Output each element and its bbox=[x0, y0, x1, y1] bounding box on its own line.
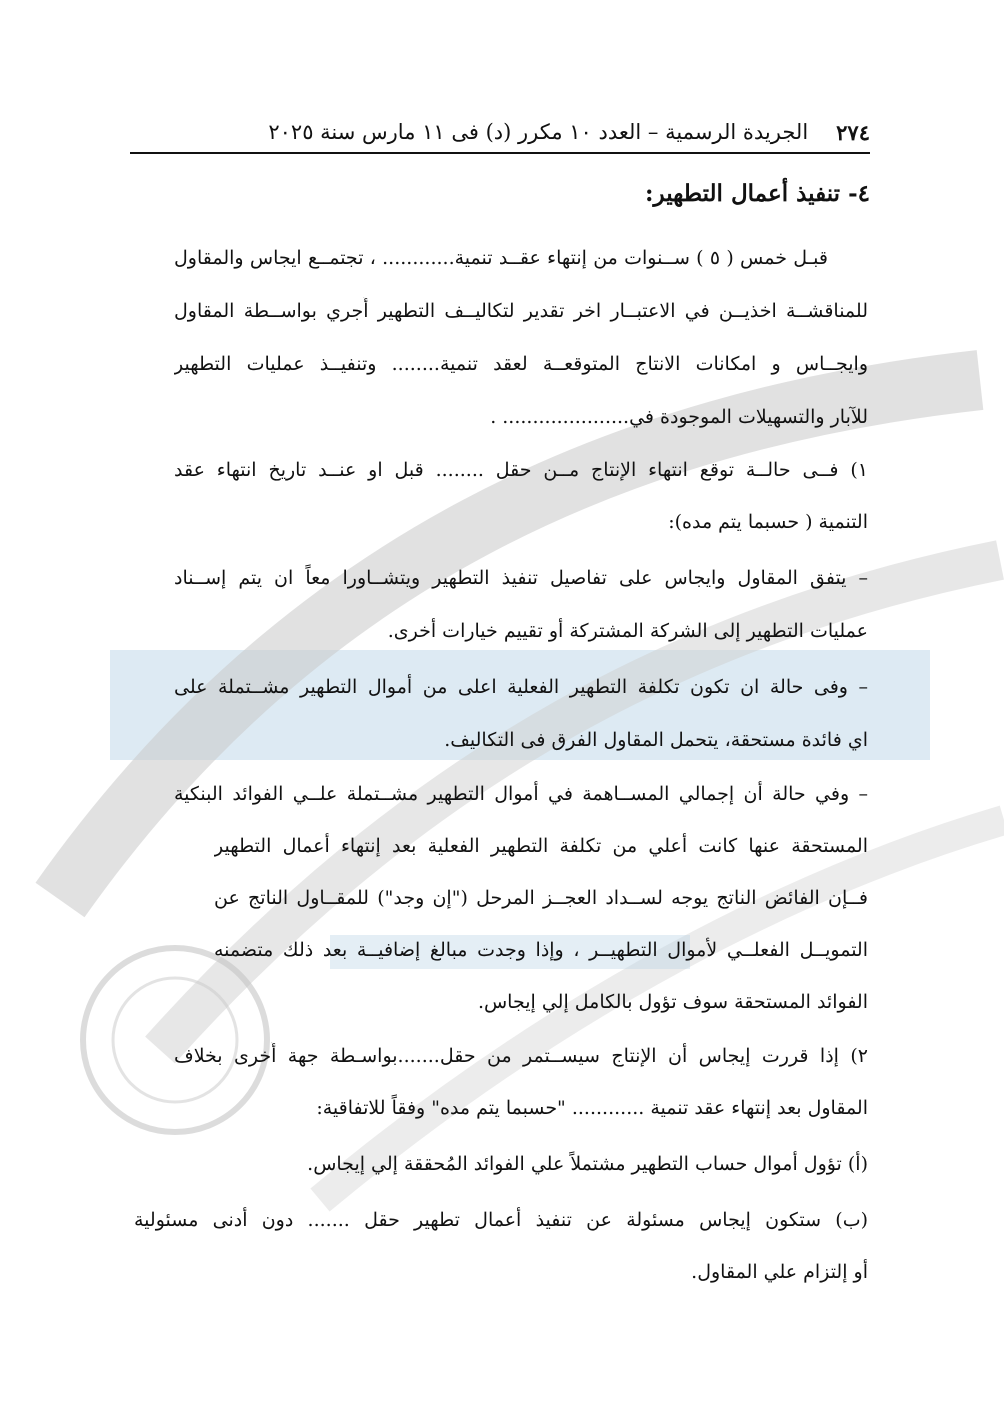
section-heading: ٤- تنفيذ أعمال التطهير: bbox=[645, 180, 870, 207]
bullet-line: – وفى حالة ان تكون تكلفة التطهير الفعلية اعلى من أموال التطهير مشــتملة على bbox=[174, 676, 868, 698]
bullet-line: – وفي حالة أن إجمالي المســاهمة في أموال التطهير مشــتملة علــي الفوائد البنكية bbox=[174, 783, 868, 805]
bullet-line: الفوائد المستحقة سوف تؤول بالكامل إلي إيجاس. bbox=[477, 991, 868, 1013]
body-line: وايجــاس و امكانات الانتاج المتوقعــة لعقد تنمية........ وتنفيــذ عمليات التطهير bbox=[174, 353, 868, 375]
list-item-line: ٢) إذا قررت إيجاس أن الإنتاج سيســتمر من حقل.......بواسـطة جهة أُخرى بخلاف bbox=[174, 1045, 868, 1067]
bullet-line: اي فائدة مستحقة، يتحمل المقاول الفرق فى التكاليف. bbox=[444, 729, 868, 751]
sub-item-line: (ب) ستكون إيجاس مسئولة عن تنفيذ أعمال تطهير حقل ....... دون أدنى مسئولية bbox=[134, 1209, 868, 1231]
body-line: للآبار والتسهيلات الموجودة في..................... . bbox=[490, 406, 868, 428]
bullet-line: التمويــل الفعلــي لأموال التطهيــر ، وإذا وجدت مبالغ إضافيــة بعد ذلك متضمنه bbox=[214, 939, 868, 961]
sub-item-line: (أ) تؤول أموال حساب التطهير مشتملاً علي الفوائد المُحققة إلي إيجاس. bbox=[307, 1153, 868, 1175]
body-line: للمناقشــة اخذيــن في الاعتبــار اخر تقدير لتكاليــف التطهير أُجري بواســطة المقاول bbox=[174, 300, 868, 322]
page-header bbox=[130, 112, 870, 154]
list-item-line: ١) فــى حالــة توقع انتهاء الإنتاج مــن حقل ........ قبل او عنــد تاريخ انتهاء عقد bbox=[174, 459, 868, 481]
bullet-line: عمليات التطهير إلى الشركة المشتركة أو تقييم خيارات أخرى. bbox=[387, 620, 868, 642]
list-item-line: التنمية ( حسبما يتم مده): bbox=[668, 511, 868, 533]
bullet-line: المستحقة عنها كانت أعلي من تكلفة التطهير الفعلية بعد إنتهاء أعمال التطهير bbox=[214, 835, 868, 857]
body-line: قبـل خمس ( ٥ ) ســنوات من إنتهاء عقــد تنمية............ ، تجتمــع ايجاس والمقاول bbox=[174, 247, 828, 269]
bullet-line: – يتفق المقاول وايجاس على تفاصيل تنفيذ التطهير ويتشــاورا معاً ان يتم إســناد bbox=[174, 567, 868, 589]
bullet-line: فــإن الفائض الناتج يوجه لســداد العجــز المرحل ("إن وجد") للمقــاول الناتج عن bbox=[214, 887, 868, 909]
gazette-header-title: الجريدة الرسمية – العدد ١٠ مكرر (د) فى ١١ مارس سنة ٢٠٢٥ bbox=[268, 120, 809, 144]
sub-item-line: أو إلتزام علي المقاول. bbox=[691, 1261, 868, 1283]
page-number: ٢٧٤ bbox=[836, 119, 870, 145]
list-item-line: المقاول بعد إنتهاء عقد تنمية ............ "حسبما يتم مده" وفقاً للاتفاقية: bbox=[316, 1097, 868, 1119]
